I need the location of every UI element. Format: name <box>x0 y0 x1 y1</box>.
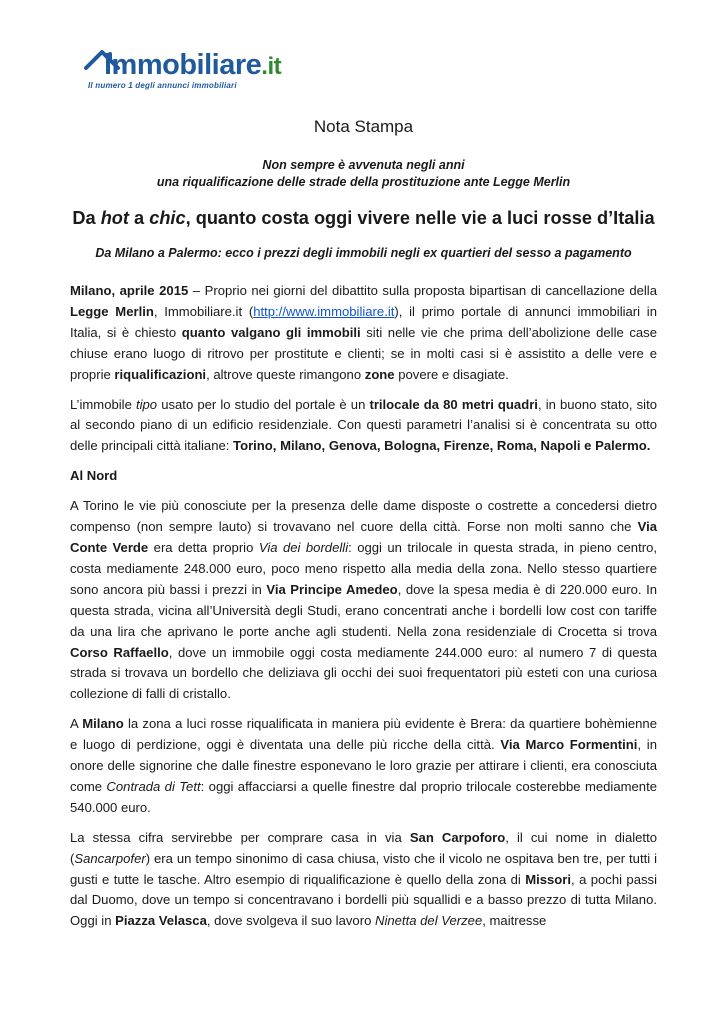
bold-run: Via Conte Verde <box>70 519 657 555</box>
text-run: , altrove queste rimangono <box>206 366 365 382</box>
text-run: – Proprio nei giorni del dibattito sulla proposta bipartisan di cancellazione della <box>188 283 658 298</box>
immobiliare-logo[interactable] <box>82 46 282 96</box>
headline-hot: hot <box>100 208 129 228</box>
text-run: A <box>70 716 83 732</box>
headline-chic: chic <box>149 208 186 228</box>
text-run: , dove la spesa media è di 220.000 euro. In questa strada, vicina all’Università degli Studi, erano concentrati anche i bordelli low cost con tariffe da una lira che aprivano le porte anche agli studenti. Nella zona residenziale di Crocetta si trova <box>70 581 658 639</box>
paragraph-milano <box>70 714 657 819</box>
document-label: Nota Stampa <box>313 117 414 136</box>
subtitle <box>70 157 657 191</box>
headline-mid: a <box>128 208 150 228</box>
text-run: L’immobile <box>70 396 136 412</box>
subtitle-line-1: Non sempre è avvenuta negli anni <box>262 158 465 172</box>
text-run: A Torino le vie più conosciute per la presenza delle dame disposte o costrette a concedersi dietro compenso (non sempre lauto) si trovavano nel cuore della città. Forse non molti sanno che <box>70 498 657 535</box>
section-heading-text: Al Nord <box>70 468 118 484</box>
text-run: povere e disagiate. <box>394 366 509 382</box>
subtitle-line-2: una riqualificazione delle strade della prostituzione ante Legge Merlin <box>156 175 571 189</box>
bold-run: Missori <box>525 871 572 887</box>
text-run: la zona a luci rosse riqualificata in maniera più evidente è Brera: da quartiere bohèmienne e luogo di perdizione, oggi è diventata una delle più ricche della città. <box>70 716 657 753</box>
bold-run: zone <box>364 366 395 382</box>
strapline: Da Milano a Palermo: ecco i prezzi degli immobili negli ex quartieri del sesso a pagamento <box>95 246 632 260</box>
bold-run: Piazza Velasca <box>115 913 207 929</box>
text-run: era detta proprio <box>148 539 259 555</box>
logo-brand: immobiliare <box>104 49 262 81</box>
dateline: Milano, aprile 2015 <box>70 283 189 298</box>
italic-run: Contrada di Tett <box>106 778 201 794</box>
text-run: siti nelle vie che prima dell’abolizione delle case chiuse erano luogo di ritrovo per prostitute e clienti; se in molti casi si è assistito a delle vere e proprie <box>70 324 657 382</box>
text-run: , in onore delle signorine che dalle finestre esponevano le loro grazie per attirare i clienti, era conosciuta come <box>70 737 657 794</box>
bold-run: riqualificazioni <box>114 366 207 382</box>
text-run: La stessa cifra servirebbe per comprare casa in via <box>70 829 410 845</box>
text-run: , in buono stato, sito al secondo piano di un edificio residenziale. Con questi parametri l’analisi si è concentrata su otto delle principali città italiane: <box>70 396 657 454</box>
bold-run: Milano <box>82 716 124 732</box>
headline <box>70 206 657 230</box>
logo-wordmark <box>104 48 281 84</box>
logo-tld: .it <box>261 53 282 80</box>
italic-run: Sancarpofer <box>74 850 146 866</box>
text-run: : oggi un trilocale in questa strada, in pieno centro, costa mediamente 248.000 euro, poco meno rispetto alla media della zona. Nello stesso quartiere sono ancora più bassi i prezzi in <box>70 539 658 597</box>
paragraph-torino <box>70 496 657 705</box>
text-run: , a pochi passi dal Duomo, dove un tempo si concentravano i bordelli più squallidi e a basso prezzo di tutta Milano. Oggi in <box>70 871 657 929</box>
paragraph-intro <box>70 281 657 386</box>
press-release-body <box>70 116 657 941</box>
text-run: , dove svolgeva il suo lavoro <box>206 913 375 929</box>
paragraph-milano-2 <box>70 828 657 933</box>
text-run: , Immobiliare.it ( <box>153 303 254 319</box>
immobiliare-link[interactable]: http://www.immobiliare.it <box>253 303 395 319</box>
bold-run: trilocale da 80 metri quadri <box>369 396 538 412</box>
italic-run: tipo <box>135 396 158 412</box>
section-heading-nord <box>70 466 657 487</box>
text-run: , dove un immobile oggi costa mediamente 244.000 euro: al numero 7 di questa strada si trovava un bordello che deliziava gli occhi dei suoi frequentatori più esteti con una curiosa collezione di falli di cristallo. <box>70 644 657 702</box>
paragraph-method <box>70 395 657 458</box>
text-run: ) era un tempo sinonimo di casa chiusa, visto che il vicolo ne ospitava ben tre, per tutti i gusti e tutte le tasche. Altro esempio di riqualificazione è quello della zona di <box>70 850 657 887</box>
bold-run: Torino, Milano, Genova, Bologna, Firenze, Roma, Napoli e Palermo. <box>233 438 651 454</box>
italic-run: Via dei bordelli <box>258 539 349 555</box>
bold-run: Via Marco Formentini <box>500 737 638 753</box>
text-run: , il cui nome in dialetto ( <box>70 829 657 866</box>
bold-run: Via Principe Amedeo <box>266 581 398 597</box>
bold-run: Legge Merlin <box>70 303 154 319</box>
logo-tagline: Il numero 1 degli annunci immobiliari <box>88 81 237 90</box>
bold-run: quanto valgano gli immobili <box>181 324 361 340</box>
headline-pre: Da <box>72 208 101 228</box>
bold-run: San Carpoforo <box>409 829 506 845</box>
text-run: , maitresse <box>482 913 547 929</box>
italic-run: Ninetta del Verzee <box>375 913 483 929</box>
text-run: : oggi affacciarsi a quelle finestre dal proprio trilocale costerebbe mediamente 540.000 euro. <box>70 778 658 815</box>
text-run: usato per lo studio del portale è un <box>157 396 370 412</box>
bold-run: Corso Raffaello <box>70 644 169 660</box>
headline-post: , quanto costa oggi vivere nelle vie a luci rosse d’Italia <box>185 208 655 228</box>
text-run: ), il primo portale di annunci immobiliari in Italia, si è chiesto <box>70 303 657 340</box>
